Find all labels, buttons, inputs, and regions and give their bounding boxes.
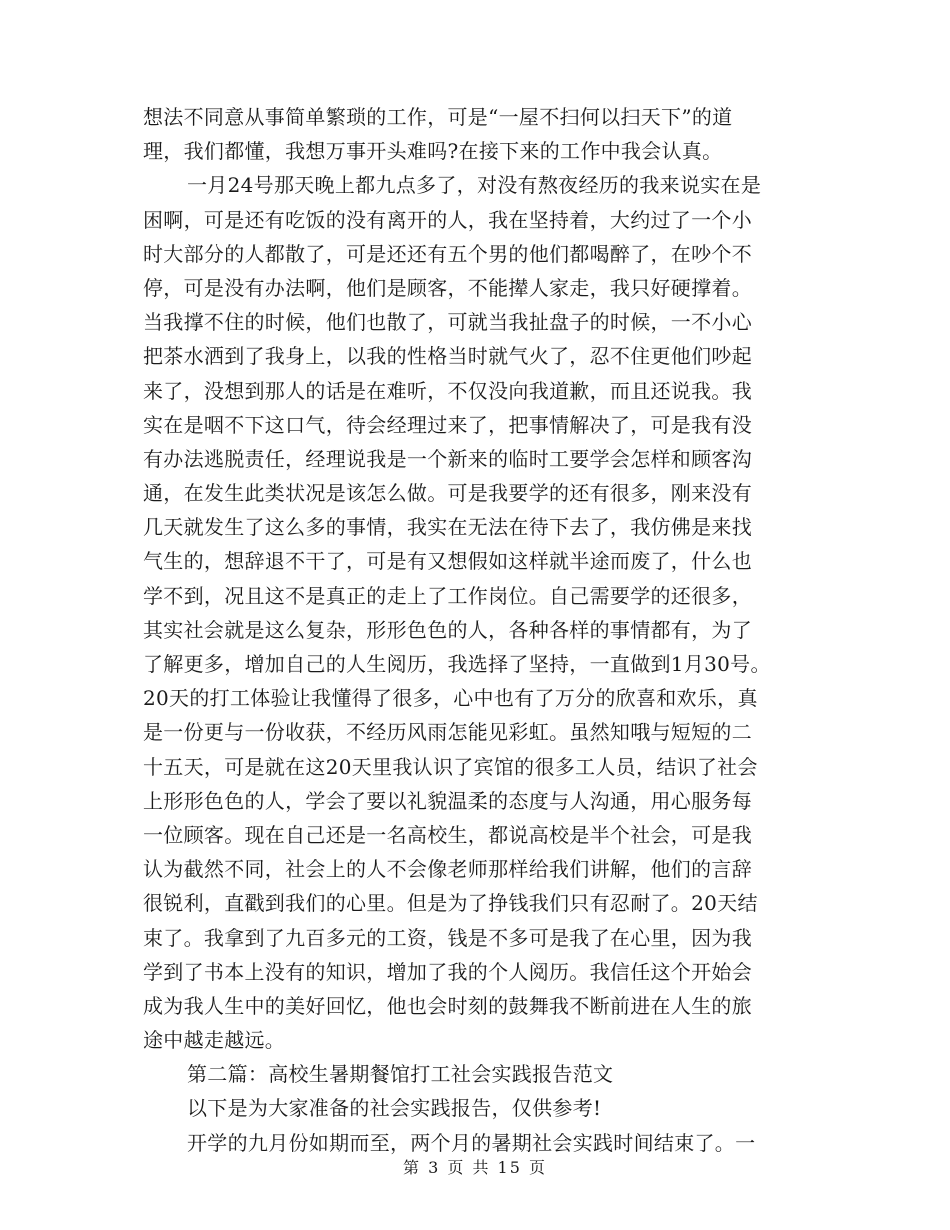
text-line: 其实社会就是这么复杂，形形色色的人，各种各样的事情都有，为了 bbox=[143, 617, 752, 642]
text-line: 停，可是没有办法啊，他们是顾客，不能撵人家走，我只好硬撑着。 bbox=[143, 275, 752, 300]
text-line: 学到了书本上没有的知识，增加了我的个人阅历。我信任这个开始会 bbox=[143, 959, 752, 984]
text-line: 成为我人生中的美好回忆，他也会时刻的鼓舞我不断前进在人生的旅 bbox=[143, 993, 752, 1018]
text-line: 上形形色色的人，学会了要以礼貌温柔的态度与人沟通，用心服务每 bbox=[143, 788, 752, 813]
page-number-footer: 第 3 页 共 15 页 bbox=[403, 1158, 547, 1177]
text-line: 一位顾客。现在自己还是一名高校生，都说高校是半个社会，可是我 bbox=[143, 822, 752, 847]
text-line: 开学的九月份如期而至，两个月的暑期社会实践时间结束了。一 bbox=[187, 1130, 756, 1155]
text-line: 学不到，况且这不是真正的走上了工作岗位。自己需要学的还很多， bbox=[143, 583, 752, 608]
text-line: 20天的打工体验让我懂得了很多，心中也有了万分的欣喜和欢乐，真 bbox=[143, 686, 758, 711]
text-line: 一月24号那天晚上都九点多了，对没有熬夜经历的我来说实在是 bbox=[187, 173, 762, 198]
text-line: 束了。我拿到了九百多元的工资，钱是不多可是我了在心里，因为我 bbox=[143, 925, 752, 950]
text-line: 来了，没想到那人的话是在难听，不仅没向我道歉，而且还说我。我 bbox=[143, 378, 752, 403]
text-line: 实在是咽不下这口气，待会经理过来了，把事情解决了，可是我有没 bbox=[143, 412, 752, 437]
text-line: 途中越走越远。 bbox=[143, 1028, 286, 1053]
text-line: 想法不同意从事简单繁琐的工作，可是“一屋不扫何以扫天下”的道 bbox=[143, 105, 733, 129]
text-line: 第二篇：高校生暑期餐馆打工社会实践报告范文 bbox=[187, 1062, 614, 1087]
text-line: 十五天，可是就在这20天里我认识了宾馆的很多工人员，结识了社会 bbox=[143, 754, 758, 779]
text-line: 有办法逃脱责任，经理说我是一个新来的临时工要学会怎样和顾客沟 bbox=[143, 446, 752, 471]
text-line: 气生的，想辞退不干了，可是有又想假如这样就半途而废了，什么也 bbox=[143, 549, 752, 574]
text-line: 时大部分的人都散了，可是还还有五个男的他们都喝醉了，在吵个不 bbox=[143, 241, 752, 266]
text-line: 几天就发生了这么多的事情，我实在无法在待下去了，我仿佛是来找 bbox=[143, 515, 752, 540]
text-line: 是一份更与一份收获，不经历风雨怎能见彩虹。虽然知哦与短短的二 bbox=[143, 720, 752, 745]
text-line: 很锐利，直戳到我们的心里。但是为了挣钱我们只有忍耐了。20天结 bbox=[143, 891, 758, 916]
text-line: 困啊，可是还有吃饭的没有离开的人，我在坚持着，大约过了一个小 bbox=[143, 207, 752, 232]
text-line: 了解更多，增加自己的人生阅历，我选择了坚持，一直做到1月30号。 bbox=[143, 652, 771, 676]
text-line: 通，在发生此类状况是该怎么做。可是我要学的还有很多，刚来没有 bbox=[143, 481, 752, 506]
text-line: 以下是为大家准备的社会实践报告，仅供参考! bbox=[187, 1096, 602, 1121]
text-line: 认为截然不同，社会上的人不会像老师那样给我们讲解，他们的言辞 bbox=[143, 857, 752, 882]
text-line: 把茶水洒到了我身上，以我的性格当时就气火了，忍不住更他们吵起 bbox=[143, 344, 752, 369]
text-line: 理，我们都懂，我想万事开头难吗?在接下来的工作中我会认真。 bbox=[143, 139, 723, 164]
text-line: 当我撑不住的时候，他们也散了，可就当我扯盘子的时候，一不小心 bbox=[143, 310, 752, 335]
document-body bbox=[143, 100, 823, 1160]
